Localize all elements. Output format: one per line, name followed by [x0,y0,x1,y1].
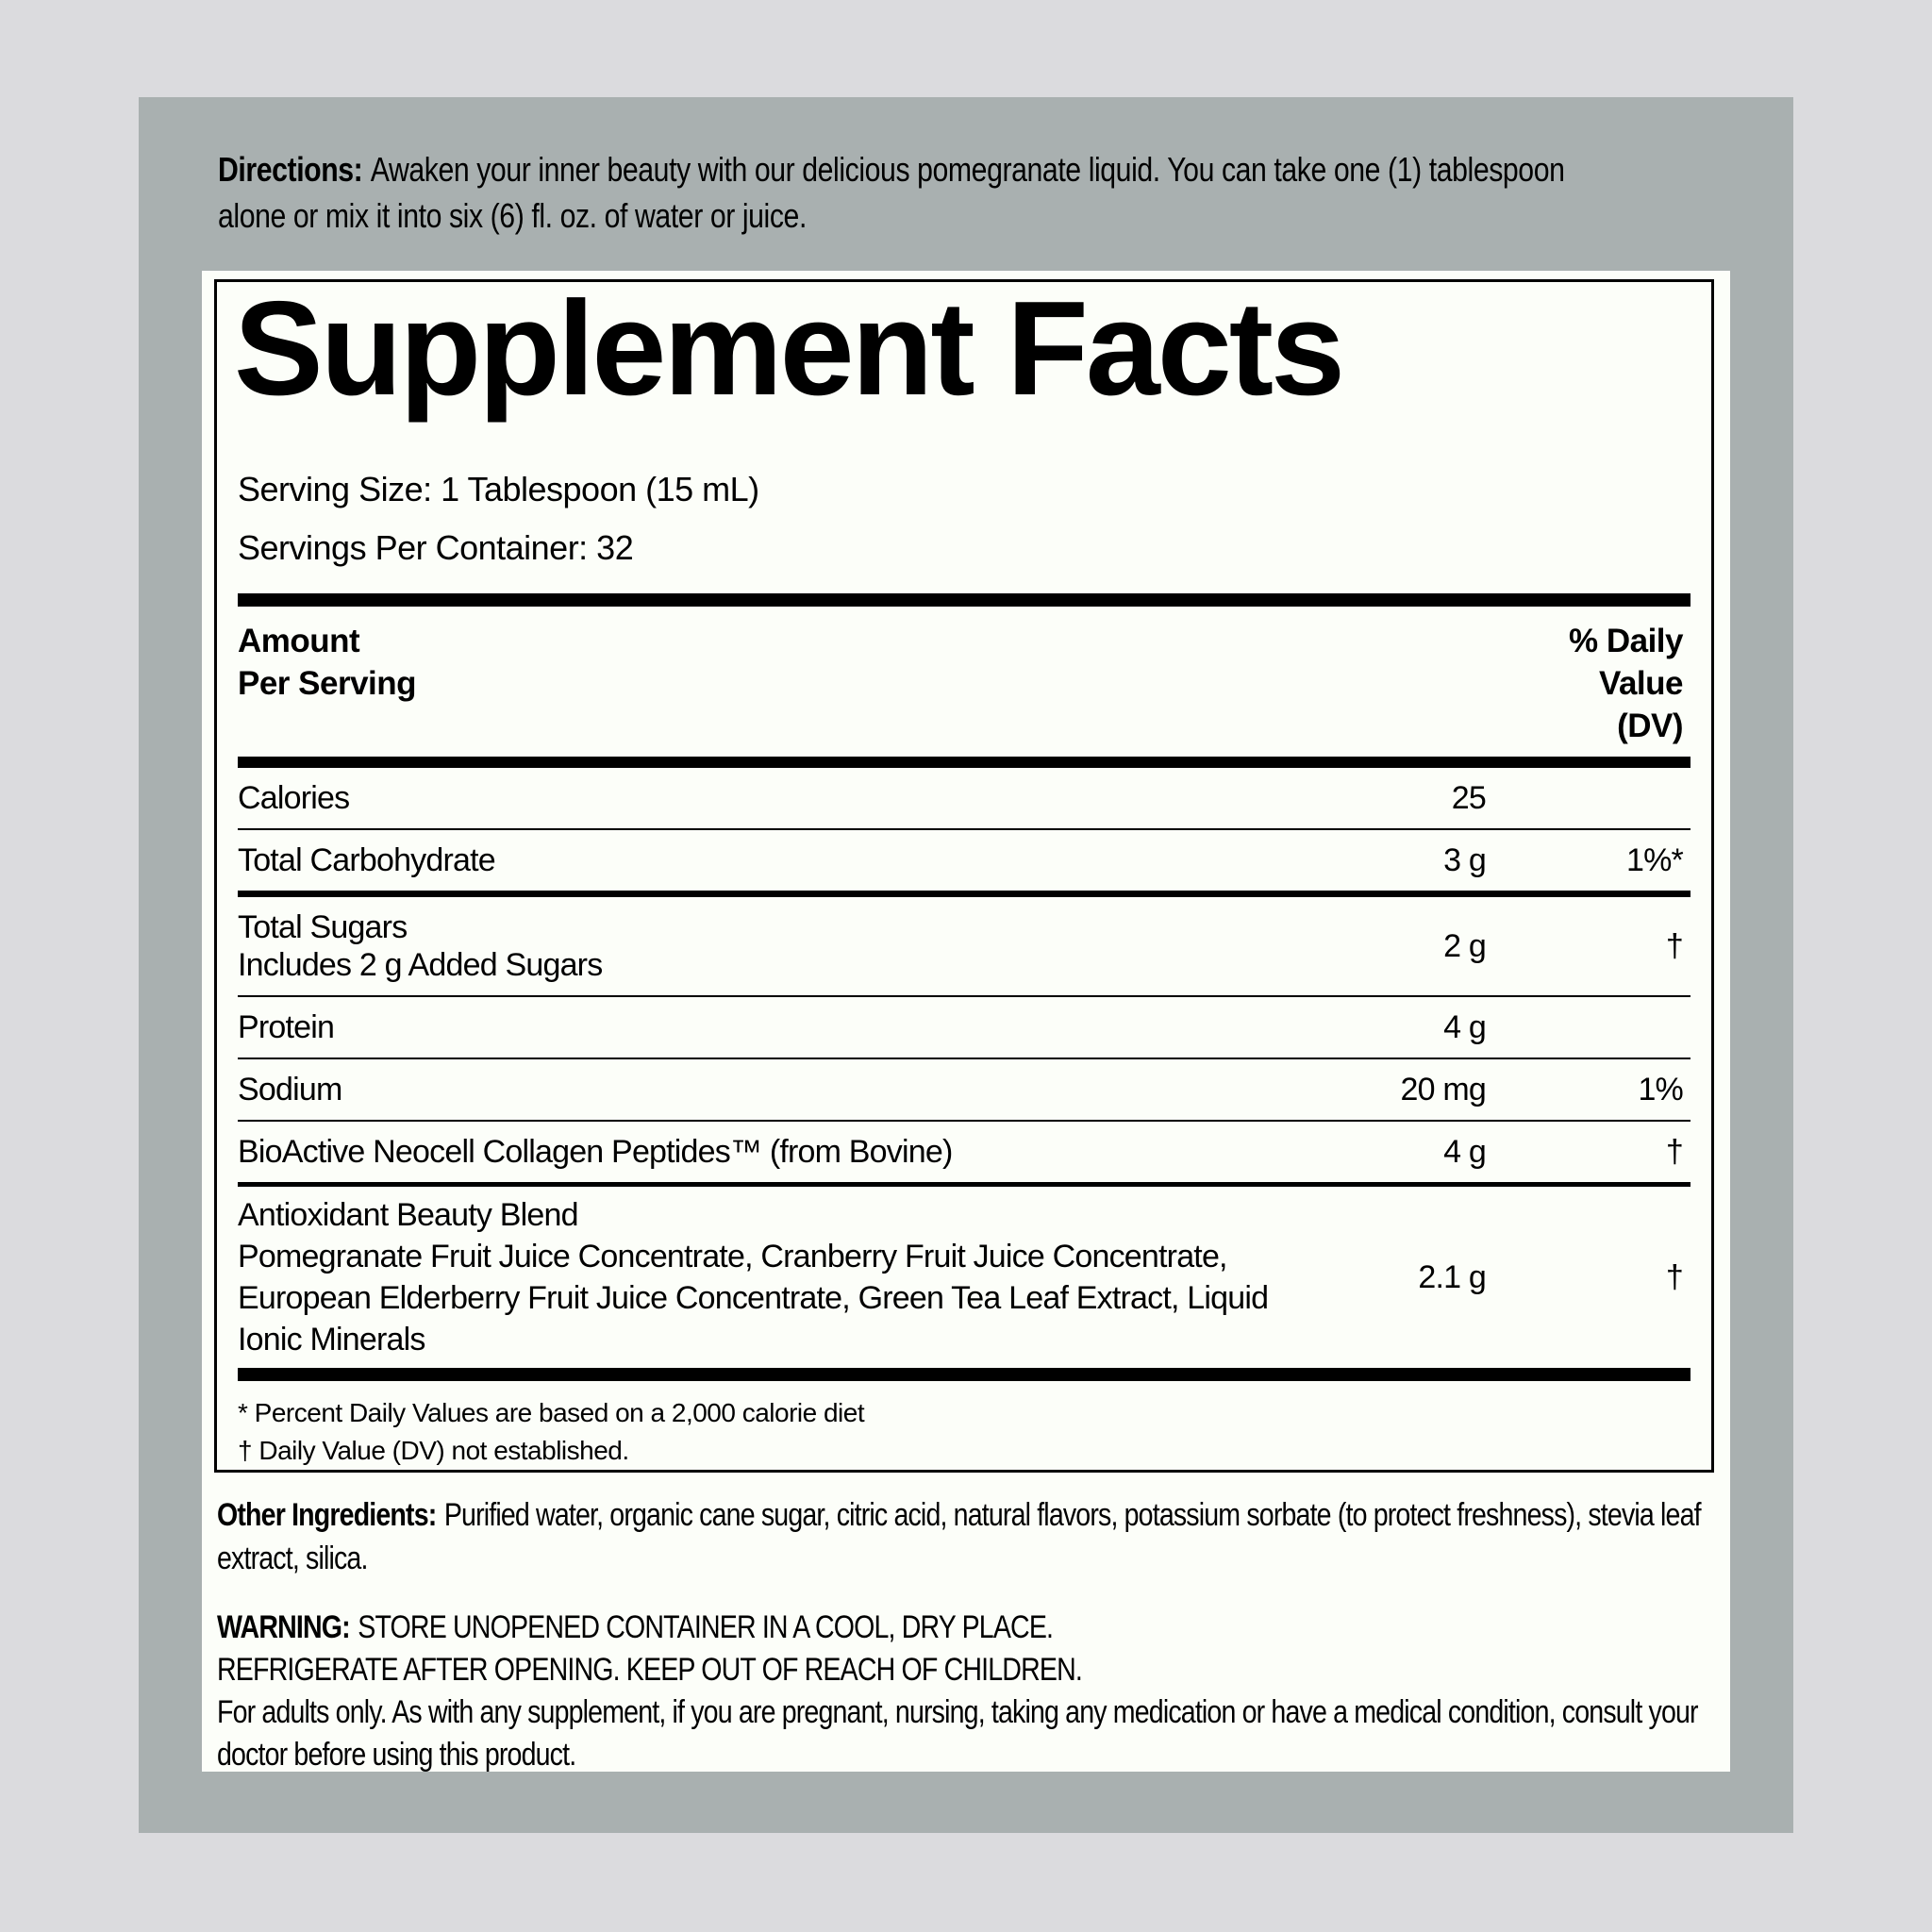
nutrient-amount: 2 g [1443,928,1486,964]
table-row-total-carbohydrate [238,828,1690,891]
directions-label: Directions: [218,150,363,189]
warning-label: WARNING: [217,1609,350,1645]
other-ingredients-label: Other Ingredients: [217,1497,437,1533]
nutrient-name: Sodium [238,1072,342,1108]
nutrient-amount: 20 mg [1400,1072,1486,1108]
footnotes [238,1381,1690,1470]
nutrient-name: Total Sugars Includes 2 g Added Sugars [238,909,603,983]
nutrient-dv: 1%* [1626,842,1683,878]
other-ingredients [217,1493,1707,1580]
table-row-protein [238,995,1690,1058]
table-row-total-sugars [238,891,1690,995]
nutrient-name: BioActive Neocell Collagen Peptides™ (from Bovine) [238,1134,953,1170]
product-label-panel [139,97,1793,1833]
nutrient-dv: 1% [1638,1072,1683,1108]
directions-body: Awaken your inner beauty with our delicious pomegranate liquid. You can take one (1) tablespoon alone or mix it into six (6) fl. oz. of water or juice. [218,150,1565,235]
supplement-facts-panel [202,271,1730,1772]
supplement-facts-box [214,279,1714,1473]
nutrient-amount: 2.1 g [1418,1259,1486,1295]
serving-size: Serving Size: 1 Tablespoon (15 mL) [238,470,759,508]
nutrient-name: Total Carbohydrate [238,842,495,878]
nutrient-name: Protein [238,1009,335,1045]
other-ingredients-body: Purified water, organic cane sugar, citric acid, natural flavors, potassium sorbate (to protect freshness), stevia leaf extract, silica. [217,1497,1701,1576]
warning-line-1 [217,1607,1707,1649]
warning-block [217,1607,1707,1772]
table-row-sodium [238,1058,1690,1120]
table-row-calories [238,768,1690,828]
warning-line-2: REFRIGERATE AFTER OPENING. KEEP OUT OF REACH OF CHILDREN. [217,1652,1082,1688]
nutrient-dv: † [1665,1259,1683,1295]
footnote-percent-dv: * Percent Daily Values are based on a 2,000 calorie diet [238,1398,865,1427]
warning-storage: STORE UNOPENED CONTAINER IN A COOL, DRY PLACE. [358,1609,1054,1645]
below-facts-text [217,1493,1707,1772]
nutrient-amount: 25 [1451,780,1486,816]
warning-line-3: For adults only. As with any supplement, if you are pregnant, nursing, taking any medication or have a medical condition, consult your doctor before using this product. [217,1694,1698,1772]
nutrient-amount: 3 g [1443,842,1486,878]
table-row-collagen-peptides [238,1120,1690,1182]
servings-per-container: Servings Per Container: 32 [238,528,634,567]
table-row-antioxidant-blend [238,1182,1690,1368]
table-header [238,607,1690,757]
nutrient-dv: † [1665,928,1683,964]
divider-top [238,593,1690,607]
directions-text [218,146,1597,239]
nutrient-amount: 4 g [1443,1009,1486,1045]
daily-value-header: % Daily Value (DV) [1569,623,1683,744]
nutrient-amount: 4 g [1443,1134,1486,1170]
divider-header [238,757,1690,768]
divider-bottom [238,1368,1690,1381]
amount-per-serving-header: Amount Per Serving [238,623,417,702]
nutrient-dv: † [1665,1134,1683,1170]
facts-title: Supplement Facts [234,279,1343,424]
nutrient-name: Calories [238,780,350,816]
nutrient-name: Antioxidant Beauty Blend Pomegranate Fruit Juice Concentrate, Cranberry Fruit Juice Concentrate, European Elderberry Fruit Juice Concentrate, Green Tea Leaf Extract, Liquid Ionic Minerals [238,1197,1269,1357]
footnote-dv-not-established: † Daily Value (DV) not established. [238,1436,629,1465]
